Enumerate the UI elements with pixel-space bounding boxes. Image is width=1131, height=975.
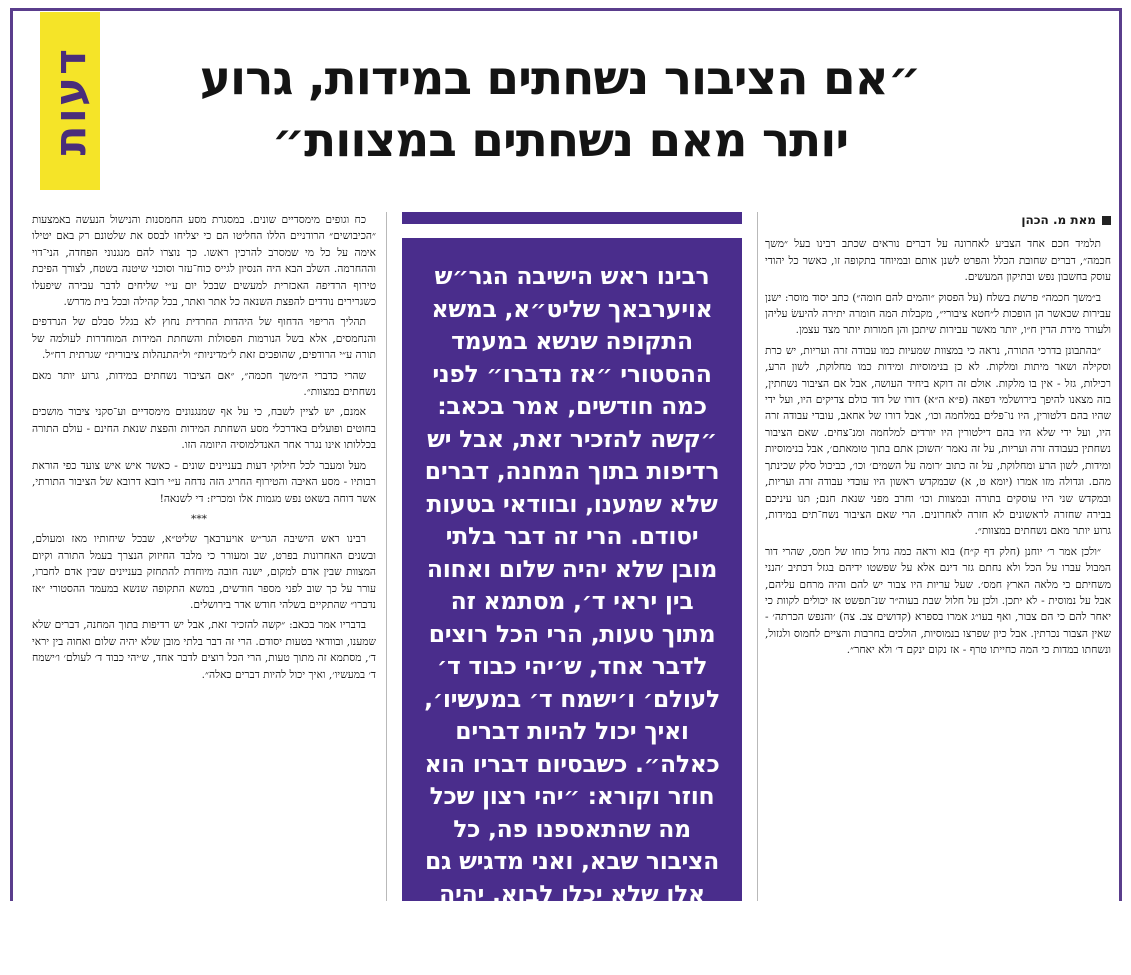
pull-quote-text: רבינו ראש הישיבה הגר״ש אויערבאך שליט״א, במשא התקופה שנשא במעמד ההסטורי ״אז נדברו״ לפני כמה חודשים, אמר בכאב: ״קשה להזכיר זאת, אבל יש רדיפות בתוך המחנה, דברים שלא שמענו, ובוודאי בטעות יסודם. הרי זה דבר בלתי מובן שלא יהיה שלום ואחוה בין יראי ד׳, מסתמא זה מתוך טעות, הרי הכל רוצים לדבר אחד, ש׳יהי כבוד ד׳ לעולם׳ ו׳ישמח ד׳ במעשיו׳, ואיך יכול להיות דברים כאלה״. כשבסיום דבריו הוא חוזר וקורא: ״יהי רצון שכל מה שהתאספנו פה, כל הציבור שבא, ואני מדגיש גם אלו שלא יכלו לבוא, יהיה להרבות כבוד שמים בכל המושגים, — [424, 262, 720, 973]
pull-quote-box — [402, 238, 742, 973]
byline-text: מאת מ. הכהן — [1021, 213, 1096, 227]
section-break: *** — [191, 512, 207, 525]
paragraph: רבינו ראש הישיבה הגר״ש אויערבאך שליט״א, שבכל שיחותיו מאז ומעולם, ובשנים האחרונות בפרט, שב ומעורר כי מלבד החיזוק הנצרך בעמל התורה וקיום המצוות שבין אדם למקום, ישנה חובה מיוחדת להתחזק בעניינים שבין אדם לחברו, עורר על כך שוב לפני מספר חודשים, במשא התקופה שנשא במעמד ההסטורי ״אז נדברו״ שהתקיים בשלהי חודש אדר בירושלים. — [32, 533, 376, 611]
paragraph: ב״משך חכמה״ פרשת בשלח (על הפסוק ״והמים להם חומה״) כתב יסוד מוסר: ישנן עבירות שכאשר הן הופכות ל״חטא ציבורי״, מקבלות המה חומרה יתירה להיעשׂ עליהן ולעורר מידת הדין ח״ו, יותר מאשר עבירות שיתכן והן חמורות יותר מצד עצמן. — [765, 291, 1111, 337]
paragraph: ״בהתבונן בדרכי התורה, נראה כי במצוות שמעיות כמו עבודה זרה ועריות, יש כרת וסקילה ושאר מיתות ומלקות. לא כן בנימוסיות ומידות כמו מחלוקת, לשון הרע, רכילות, גזל - אין בו מלקות. אולם זה דוקא ביחיד העושה, אבל אם הציבור נשחתין, בזה מצאנו להיפך בירושלמי דפאה (פ״א ה״א) דורו של דוד כולם צדיקים היו, ועל ידי שהיו בהם דלטורין, היו נו־פלים במלחמה וכו׳, אבל דורו של אחאב, עובדי עבודה זרה היו, ועל ידי שלא היו בהם דילטורין היו יורדים למלחמה ומנ־צחים. שאם הציבור נשחתין בעבודה זרה ועריות, על זה נאמר ׳השוכן אתם בתוך טומאתם׳, אבל בנימוסיות ומידות, לשון הרע ומחלוקת, על זה כתוב ׳רומה על השמים׳ וכו׳, כביכול סלק שכינתך מהם. וגדולה מזו אמרו (יומא ט, א) שבמקדש ראשון היו עובדי עבודה זרה ועריות, ובמקדש שני היו עוסקים בתורה ובמצוות וכו׳ וחרב מפני שנאת חנם; תנו עיניכם בבירה שחזרה לראשונים לא חזרה לאחרונים. הרי שאם הציבור נשח־תים במידות, גרוע יותר מאם נשחתים במצוות״. — [765, 344, 1111, 538]
left-column — [32, 212, 376, 901]
section-tab — [40, 12, 100, 190]
byline — [765, 212, 1111, 228]
headline-line-2: יותר מאם נשחתים במצוות״ — [271, 113, 849, 168]
paragraph: שהרי כדברי ה״משך חכמה״, ״אם הציבור נשחתים במידות, גרוע יותר מאם נשחתים במצוות״. — [32, 369, 376, 399]
paragraph: מעל ומעבר לכל חילוקי דעות בעניינים שונים - כאשר איש איש צועד כפי הוראת רבותיו - מסע האיבה והטירוף החריג הזה נדחה ע״י רובא דרובא של הציבור התורתי, אשר דוחה בשאט נפש מגמות אלו ומכריז: די לשנאה! — [32, 459, 376, 505]
section-label: דעות — [44, 46, 96, 156]
paragraph: תהליך הריפוי הדחוף של היהדות החרדית נחוץ לא בגלל סבלם של הנרדפים והנחמסים, אלא בשל הנורמות הפסולות והשחתת המידות המוחדרות לעולמה של תורה ע״י הרודפים, שהופכים זאת ל״מדיניות״ ול״התנהלות ציבורית״ שגרתית רח״ל. — [32, 316, 376, 362]
column-divider — [757, 212, 758, 901]
column-divider — [386, 212, 387, 901]
paragraph: בדבריו אמר בכאב: ״קשה להזכיר זאת, אבל יש רדיפות בתוך המחנה, דברים שלא שמענו, ובוודאי בטעות יסודם. הרי זה דבר בלתי מובן שלא יהיה שלום ואחוה בין יראי ד׳, מסתמא זה מתוך טעות, הרי הכל רוצים לדבר אחד, ש׳יהי כבוד ד׳ לעולם׳ ו׳ישמח ד׳ במעשיו׳, ואיך יכול להיות דברים כאלה״. — [32, 619, 376, 681]
headline — [120, 48, 1000, 172]
paragraph: תלמיד חכם אחד הצביע לאחרונה על דברים נוראים שכתב רבינו בעל ״משך חכמה״, דברים שחובת הכלל והפרט לשנן אותם ובמיוחד בתקופה זו, כאשר כל יהודי עוסק בחשבון נפש ובתיקון המעשים. — [765, 238, 1111, 284]
pull-quote-bar — [402, 212, 742, 224]
right-column — [765, 212, 1111, 892]
paragraph: אמנם, יש לציין לשבח, כי על אף שמנגנונים מימסדיים וע־סקני ציבור מושכים בחוטים ופועלים באדרכלי מסע השחתת המידות והפצת שנאת החינם - עולם התורה בכללותו אינו נגרר אחר האנדלמוסיה היזומה הזו. — [32, 406, 376, 452]
bullet-square-icon — [1102, 216, 1111, 225]
paragraph: כח וגופים מימסדיים שונים. במסגרת מסע החמסנות והנישול הנעשה באמצעות ״הכיבושים״ הרודניים הללו החליטו הם כי יצליחו לבסס את שלטונם רק באם יטילו אימה על כל מי שמסרב להרכין ראשו. כך נוצרו להם מנגנוני הפחדה, הני־דוי וההחרמה. השלב הבא היה הנסיון לגייס כוח־עזר וסוכני שיטנה בשטח, לצורך הפיכת טירוף הרדיפה האכזרית למעשים שבכל יום ע״י שליחים לדבר עבירה שיפעלו כשגרירים נודדים להפצת השנאה כל אתר ואתר, בכל קהילה ובכל בית מדרש. — [32, 214, 376, 309]
headline-line-1: ״אם הציבור נשחתים במידות, גרוע — [199, 51, 921, 106]
paragraph: ״ולכן אמר ר׳ יוחנן (חלק דף ק״ח) בוא וראה כמה גדול כוחו של חמס, שהרי דור המבול עברו על הכל ולא נחתם גזר דינם אלא על שפשטו ידיהם בגזל דכתיב ׳הנני משחיתם כי מלאה הארץ חמס׳. שעל עריות היו צבור יש להם והיה מרחם עליהם, אבל על נמוסית - לא יתכן. ולכן על חלול שבת בעוה״ר שנ־תפשט אז יכולים לקוות כי יאחר להם כי הם צבור, ואף בעו״ג אמרו בספרא (קדושים צב. צה) ׳והנפש הכרתה׳ - שאין הצבור נכרתין. אבל כיון שפרצו בנמוסיות, הולכים בחרבות והציים לחמוס ולגזול, ונשחתו במדות כי המה כחייתו טרף - אז נקום ינקם ד׳ ולא יאחר״. — [765, 545, 1111, 657]
